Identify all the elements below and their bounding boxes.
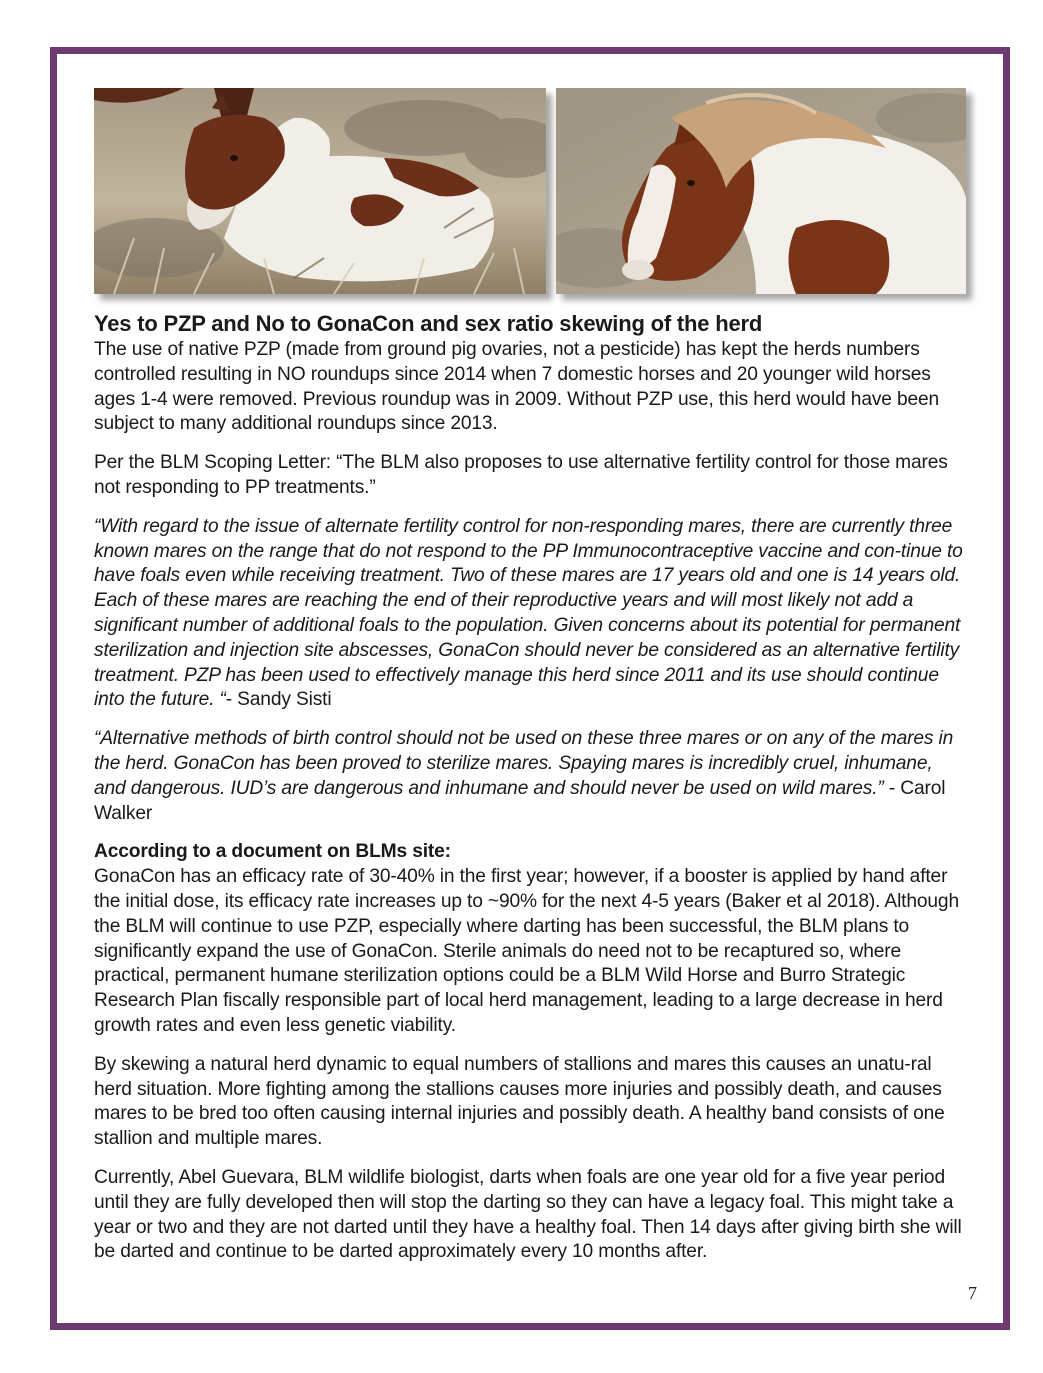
quote-author: - Carol Walker xyxy=(94,777,946,824)
article-heading: Yes to PZP and No to GonaCon and sex ratio skewing of the herd xyxy=(94,311,763,336)
horse-lying-photo xyxy=(94,88,546,294)
darting-paragraph: Currently, Abel Guevara, BLM wildlife biologist, darts when foals are one year old for a five year period until they are fully developed then will stop the darting so they can have a legacy foal. This might take a year or two and they are not darted until they have a healthy foal. Then 14 days after giving birth she will be darted and continue to be darted approximately every 10 months after. xyxy=(94,1166,962,1263)
page-number: 7 xyxy=(968,1283,977,1303)
quote-text: “With regard to the issue of alternate fertility control for non-responding mares, there are currently three known mares on the range that do not respond to the PP Immunocontraceptive vaccine and con-tinue to have foals even while receiving treatment. Two of these mares are 17 years old and one is 14 years old. Each of these mares are reaching the end of their reproductive years and will most likely not add a significant number of additional foals to the population. Given concerns about its potential for permanent sterilization and injection site abscesses, GonaCon should never be considered as an alternative fertility treatment. PZP has been used to effectively manage this herd since 2011 and its use should continue into the future. “ xyxy=(94,515,963,711)
quote-text: “Alternative methods of birth control should not be used on these three mares or on any of the mares in the herd. GonaCon has been proved to sterilize mares. Spaying mares is incredibly cruel, inhumane, and dangerous. IUD’s are dangerous and inhumane and should never be used on wild mares.” xyxy=(94,728,954,799)
skewing-paragraph: By skewing a natural herd dynamic to equal numbers of stallions and mares this causes an unatu-ral herd situation. More fighting among the stallions causes more injuries and possibly death, and causes mares to be bred too often causing internal injuries and possibly death. A healthy band consists of one stallion and multiple mares. xyxy=(94,1053,945,1150)
carol-walker-quote xyxy=(94,727,966,826)
sandy-sisti-quote xyxy=(94,515,966,713)
gonacon-paragraph: GonaCon has an efficacy rate of 30-40% in the first year; however, if a booster is applied by hand after the initial dose, its efficacy rate increases up to ~90% for the next 4-5 years (Baker et al 2018). Although the BLM will continue to use PZP, especially where darting has been successful, the BLM plans to significantly expand the use of GonaCon. Sterile animals do need not to be recaptured so, where practical, permanent humane sterilization options could be a BLM Wild Horse and Burro Strategic Research Plan fiscally responsible part of local herd management, leading to a large decrease in herd growth rates and even less genetic viability. xyxy=(94,866,959,1036)
intro-paragraph: The use of native PZP (made from ground pig ovaries, not a pesticide) has kept the herds numbers controlled resulting in NO roundups since 2014 when 7 domestic horses and 20 younger wild horses ages 1-4 were removed. Previous roundup was in 2009. Without PZP use, this herd would have been subject to many additional roundups since 2013. xyxy=(94,339,940,435)
horse-head-photo xyxy=(556,88,966,294)
article xyxy=(94,310,966,1265)
subheading: According to a document on BLMs site: xyxy=(94,841,451,863)
quote-author: - Sandy Sisti xyxy=(225,689,332,711)
scoping-letter-paragraph: Per the BLM Scoping Letter: “The BLM also proposes to use alternative fertility control for those mares not responding to PP treatments.” xyxy=(94,452,948,498)
